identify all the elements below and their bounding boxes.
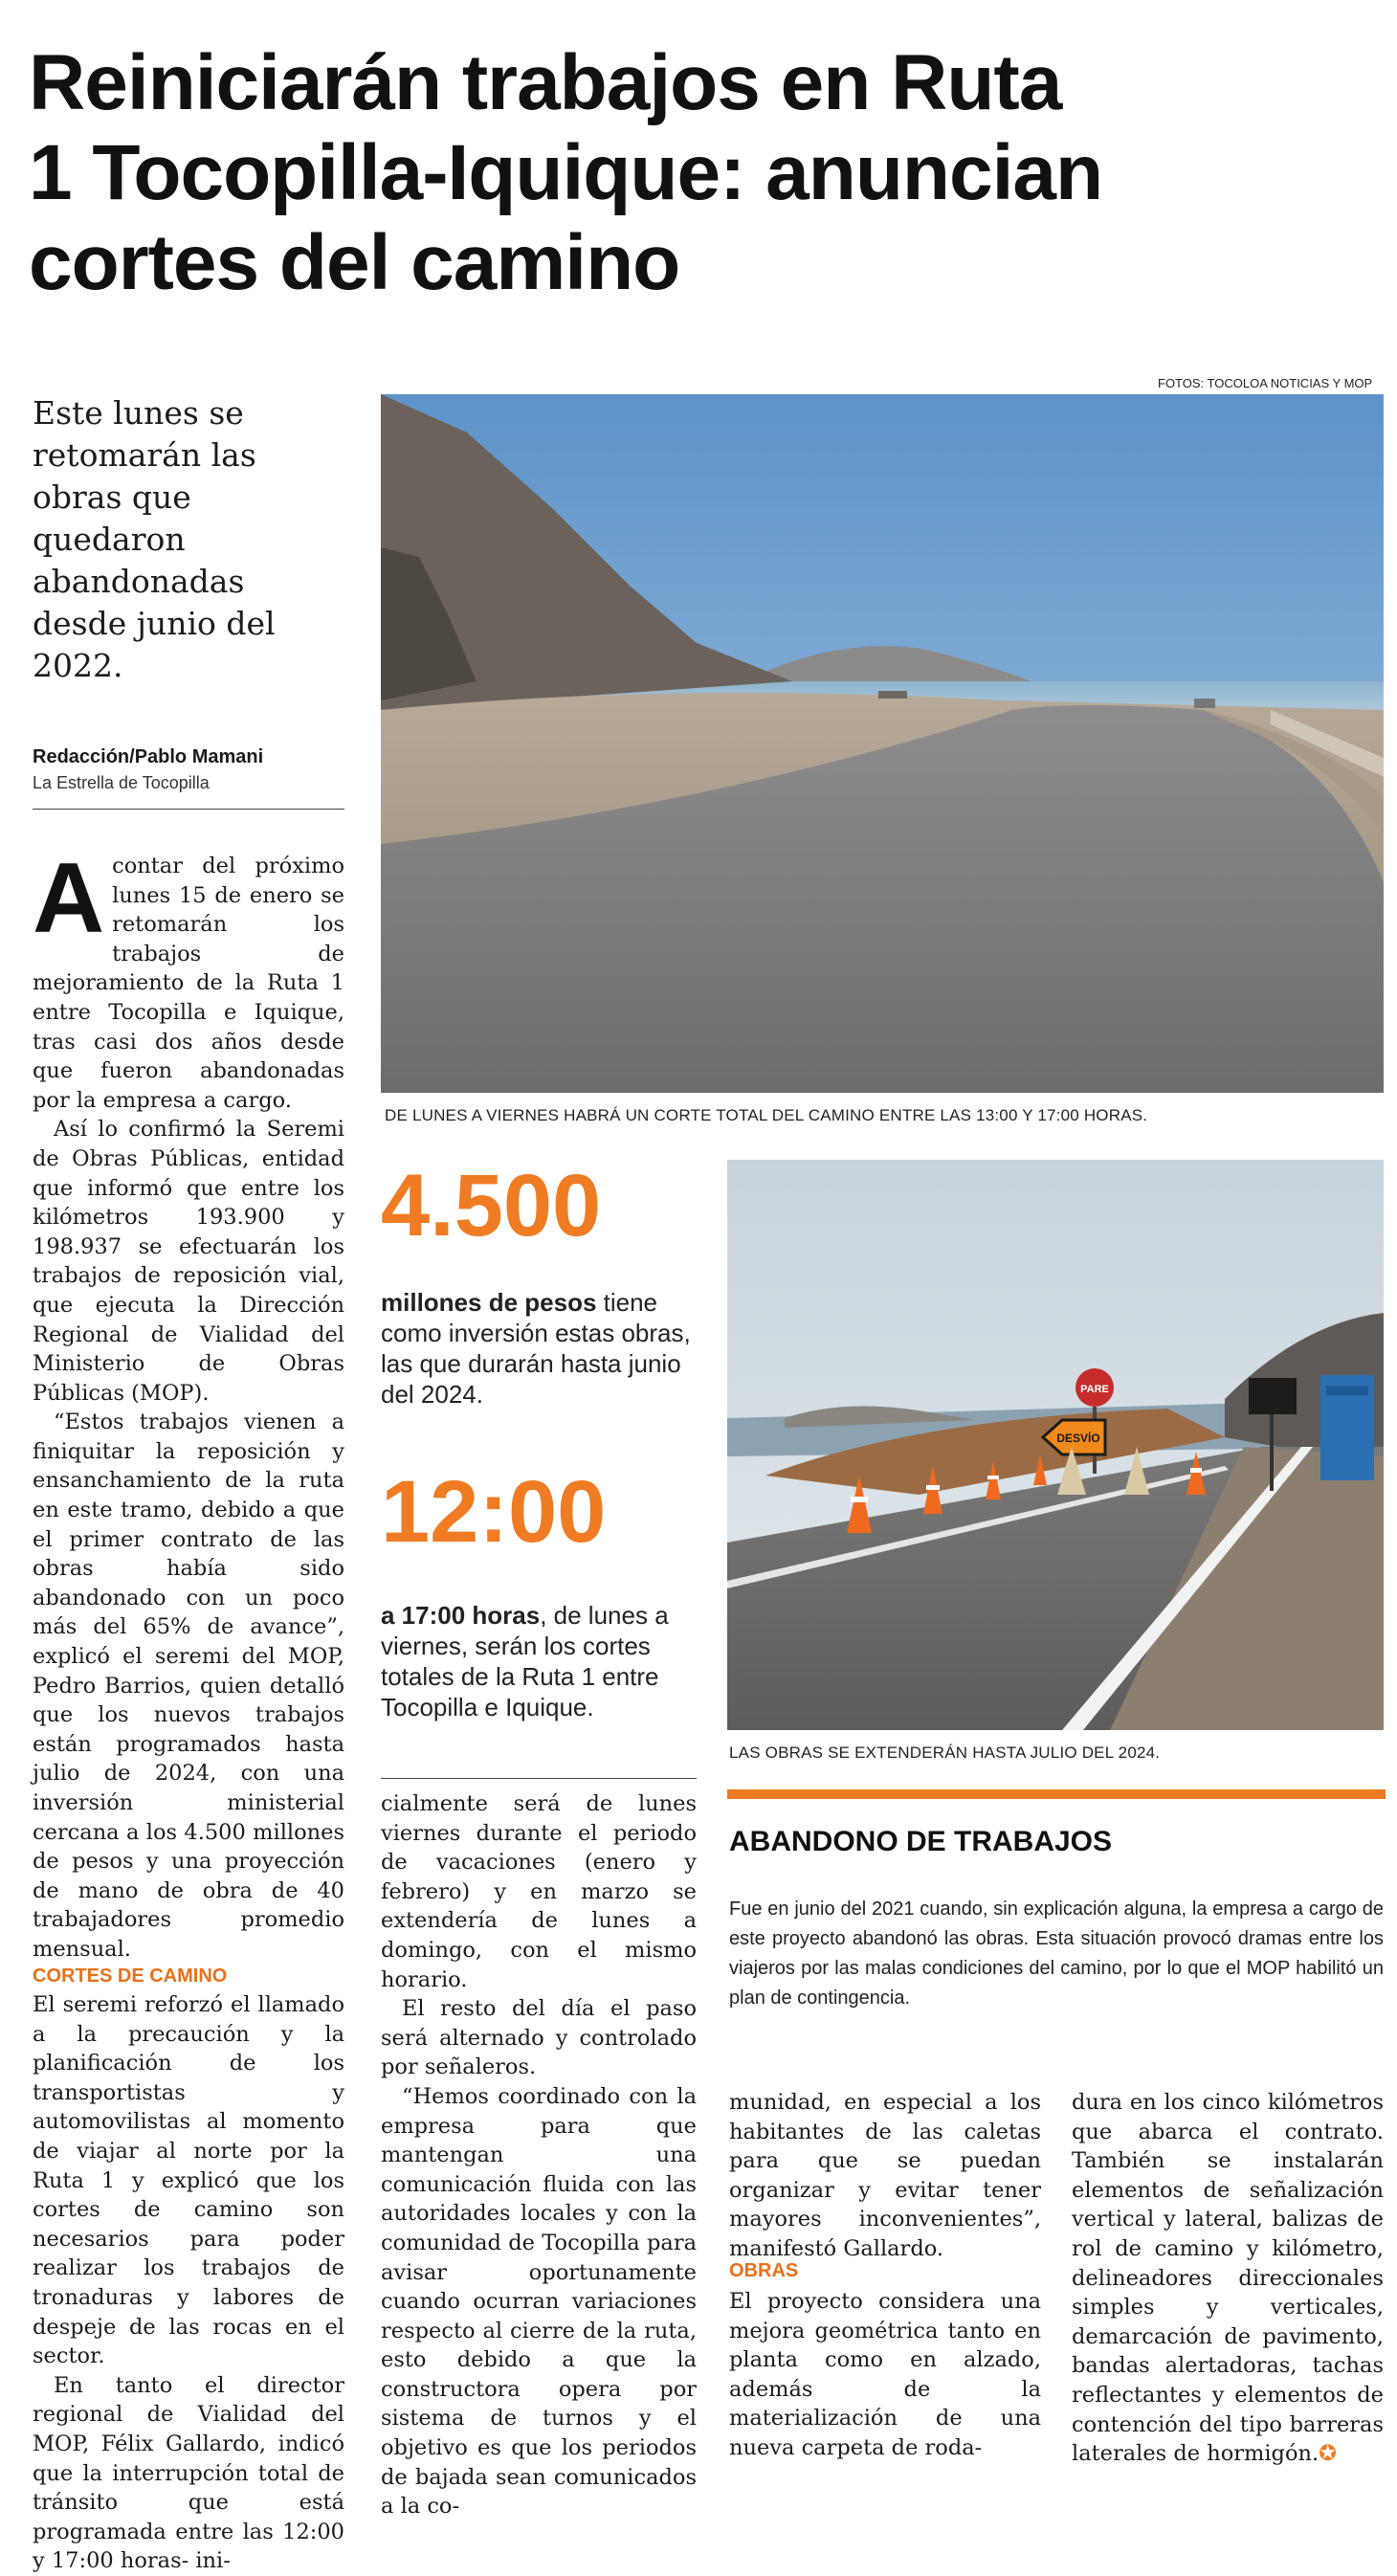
body-column-3 bbox=[729, 2088, 1041, 2264]
caption-photo-1: DE LUNES A VIERNES HABRÁ UN CORTE TOTAL DEL CAMINO ENTRE LAS 13:00 Y 17:00 HORAS. bbox=[385, 1106, 1148, 1124]
body-column-4 bbox=[1072, 2088, 1384, 2469]
body-paragraph: El resto del día el paso será alternado y controlado por señaleros. bbox=[381, 1996, 697, 2080]
figure-amount-text: millones de pesos tiene como inversión estas obras, las que durarán hasta junio del 2024. bbox=[381, 1288, 691, 1409]
figure-hour: 12:00 bbox=[381, 1463, 607, 1561]
drop-cap: A bbox=[33, 843, 105, 954]
body-column-3-continued bbox=[729, 2287, 1041, 2463]
body-paragraph: “Hemos coordinado con la empresa para que mantengan una comunicación fluida con las autoridades locales y con la comunidad de Tocopilla para avisar oportunamente cuando ocurran variaciones respecto al cierre de la ruta, esto debido a que la constructora opera por sistema de turnos y el objetivo es que los periodos de bajada sean comunicados a la co- bbox=[381, 2083, 697, 2520]
box-title: ABANDONO DE TRABAJOS bbox=[729, 1826, 1113, 1857]
body-paragraph: Acontar del próximo lunes 15 de enero se retomarán los trabajos de mejoramiento de la Ruta 1 entre Tocopilla e Iquique, tras casi dos años desde que fueron abandonadas por la empresa a cargo. bbox=[33, 843, 344, 1113]
caption-photo-2: LAS OBRAS SE EXTENDERÁN HASTA JULIO DEL 2024. bbox=[729, 1743, 1161, 1762]
section-head-cortes: CORTES DE CAMINO bbox=[33, 1965, 228, 1987]
headline bbox=[29, 38, 1387, 308]
body-paragraph: El seremi reforzó el llamado a la precaución y la planificación de los transportistas y automovilistas al momento de viajar al norte por la Ruta 1 y explicó que los cortes de camino son necesarios para poder realizar los trabajos de tronaduras y labores de despeje de las rocas en el sector. bbox=[33, 1992, 344, 2369]
section-head-obras: OBRAS bbox=[729, 2260, 799, 2281]
figure-amount: 4.500 bbox=[381, 1157, 602, 1255]
end-mark-icon: ✪ bbox=[1319, 2441, 1337, 2467]
body-paragraph: El proyecto considera una mejora geométrica tanto en planta como en alzado, además de la materialización de una nueva carpeta de roda- bbox=[729, 2289, 1041, 2460]
headline-line-1: Reiniciarán trabajos en Ruta bbox=[29, 39, 1062, 126]
detour-sign-text: DESVÍO bbox=[1056, 1432, 1100, 1445]
body-paragraph: En tanto el director regional de Vialidad del MOP, Félix Gallardo, indicó que la interrupción total de tránsito que está programada entre las 12:00 y 17:00 horas- ini- bbox=[33, 2372, 344, 2574]
column-2-divider bbox=[381, 1778, 697, 1779]
stop-sign-text: PARE bbox=[1080, 1384, 1109, 1395]
photo-roadworks bbox=[727, 1160, 1384, 1730]
figure-hour-text: a 17:00 horas, de lunes a viernes, serán los cortes totales de la Ruta 1 entre Tocopilla e Iquique. bbox=[381, 1601, 669, 1721]
byline-publication: La Estrella de Tocopilla bbox=[33, 773, 210, 792]
body-paragraph: cialmente será de lunes viernes durante el periodo de vacaciones (enero y febrero) y en marzo se extendería de lunes a domingo, con el mismo horario. bbox=[381, 1791, 697, 1992]
body-paragraph: “Estos trabajos vienen a finiquitar la reposición y ensanchamiento de la ruta en este tramo, debido a que el primer contrato de las obras había sido abandonado con un poco más del 65% de avance”, explicó el seremi del MOP, Pedro Barrios, quien detalló que los nuevos trabajos están programados hasta julio de 2024, con una inversión ministerial cercana a los 4.500 millones de pesos y una proyección de mano de obra de 40 trabajadores promedio mensual. bbox=[33, 1410, 344, 1962]
body-column-1-continued bbox=[33, 1990, 344, 2576]
byline-author: Redacción/Pablo Mamani bbox=[33, 746, 264, 767]
lead-paragraph: Este lunes se retomarán las obras que quedaron abandonadas desde junio del 2022. bbox=[33, 394, 276, 684]
headline-line-3: cortes del camino bbox=[29, 219, 680, 306]
photo-credit: FOTOS: TOCOLOA NOTICIAS Y MOP bbox=[1158, 376, 1373, 390]
body-paragraph: Así lo confirmó la Seremi de Obras Públicas, entidad que informó que entre los kilómetros 193.900 y 198.937 se efectuarán los trabajos de reposición vial, que ejecuta la Dirección Regional de Vialidad del Ministerio de Obras Públicas (MOP). bbox=[33, 1117, 344, 1406]
box-text: Fue en junio del 2021 cuando, sin explicación alguna, la empresa a cargo de este proyecto abandonó las obras. Esta situación provocó dramas entre los viajeros por las malas condiciones del camino, por lo que el MOP habilitó un plan de contingencia. bbox=[729, 1899, 1384, 2009]
photo-coastal-road bbox=[381, 394, 1384, 1093]
body-paragraph: dura en los cinco kilómetros que abarca el contrato. También se instalarán elementos de señalización vertical y lateral, balizas de rol de camino y kilómetro, delineadores direccionales simples y verticales, demarcación de pavimento, bandas alertadoras, tachas reflectantes y elementos de contención del tipo barreras laterales de hormigón.✪ bbox=[1072, 2090, 1384, 2467]
body-column-1 bbox=[33, 843, 344, 1965]
lead-divider bbox=[33, 809, 344, 810]
body-paragraph: munidad, en especial a los habitantes de las caletas para que se puedan organizar y evitar tener mayores inconvenientes”, manifestó Gallardo. bbox=[729, 2090, 1041, 2261]
box-accent-bar bbox=[727, 1789, 1386, 1799]
headline-line-2: 1 Tocopilla-Iquique: anuncian bbox=[29, 129, 1103, 216]
body-column-2 bbox=[381, 1789, 697, 2521]
